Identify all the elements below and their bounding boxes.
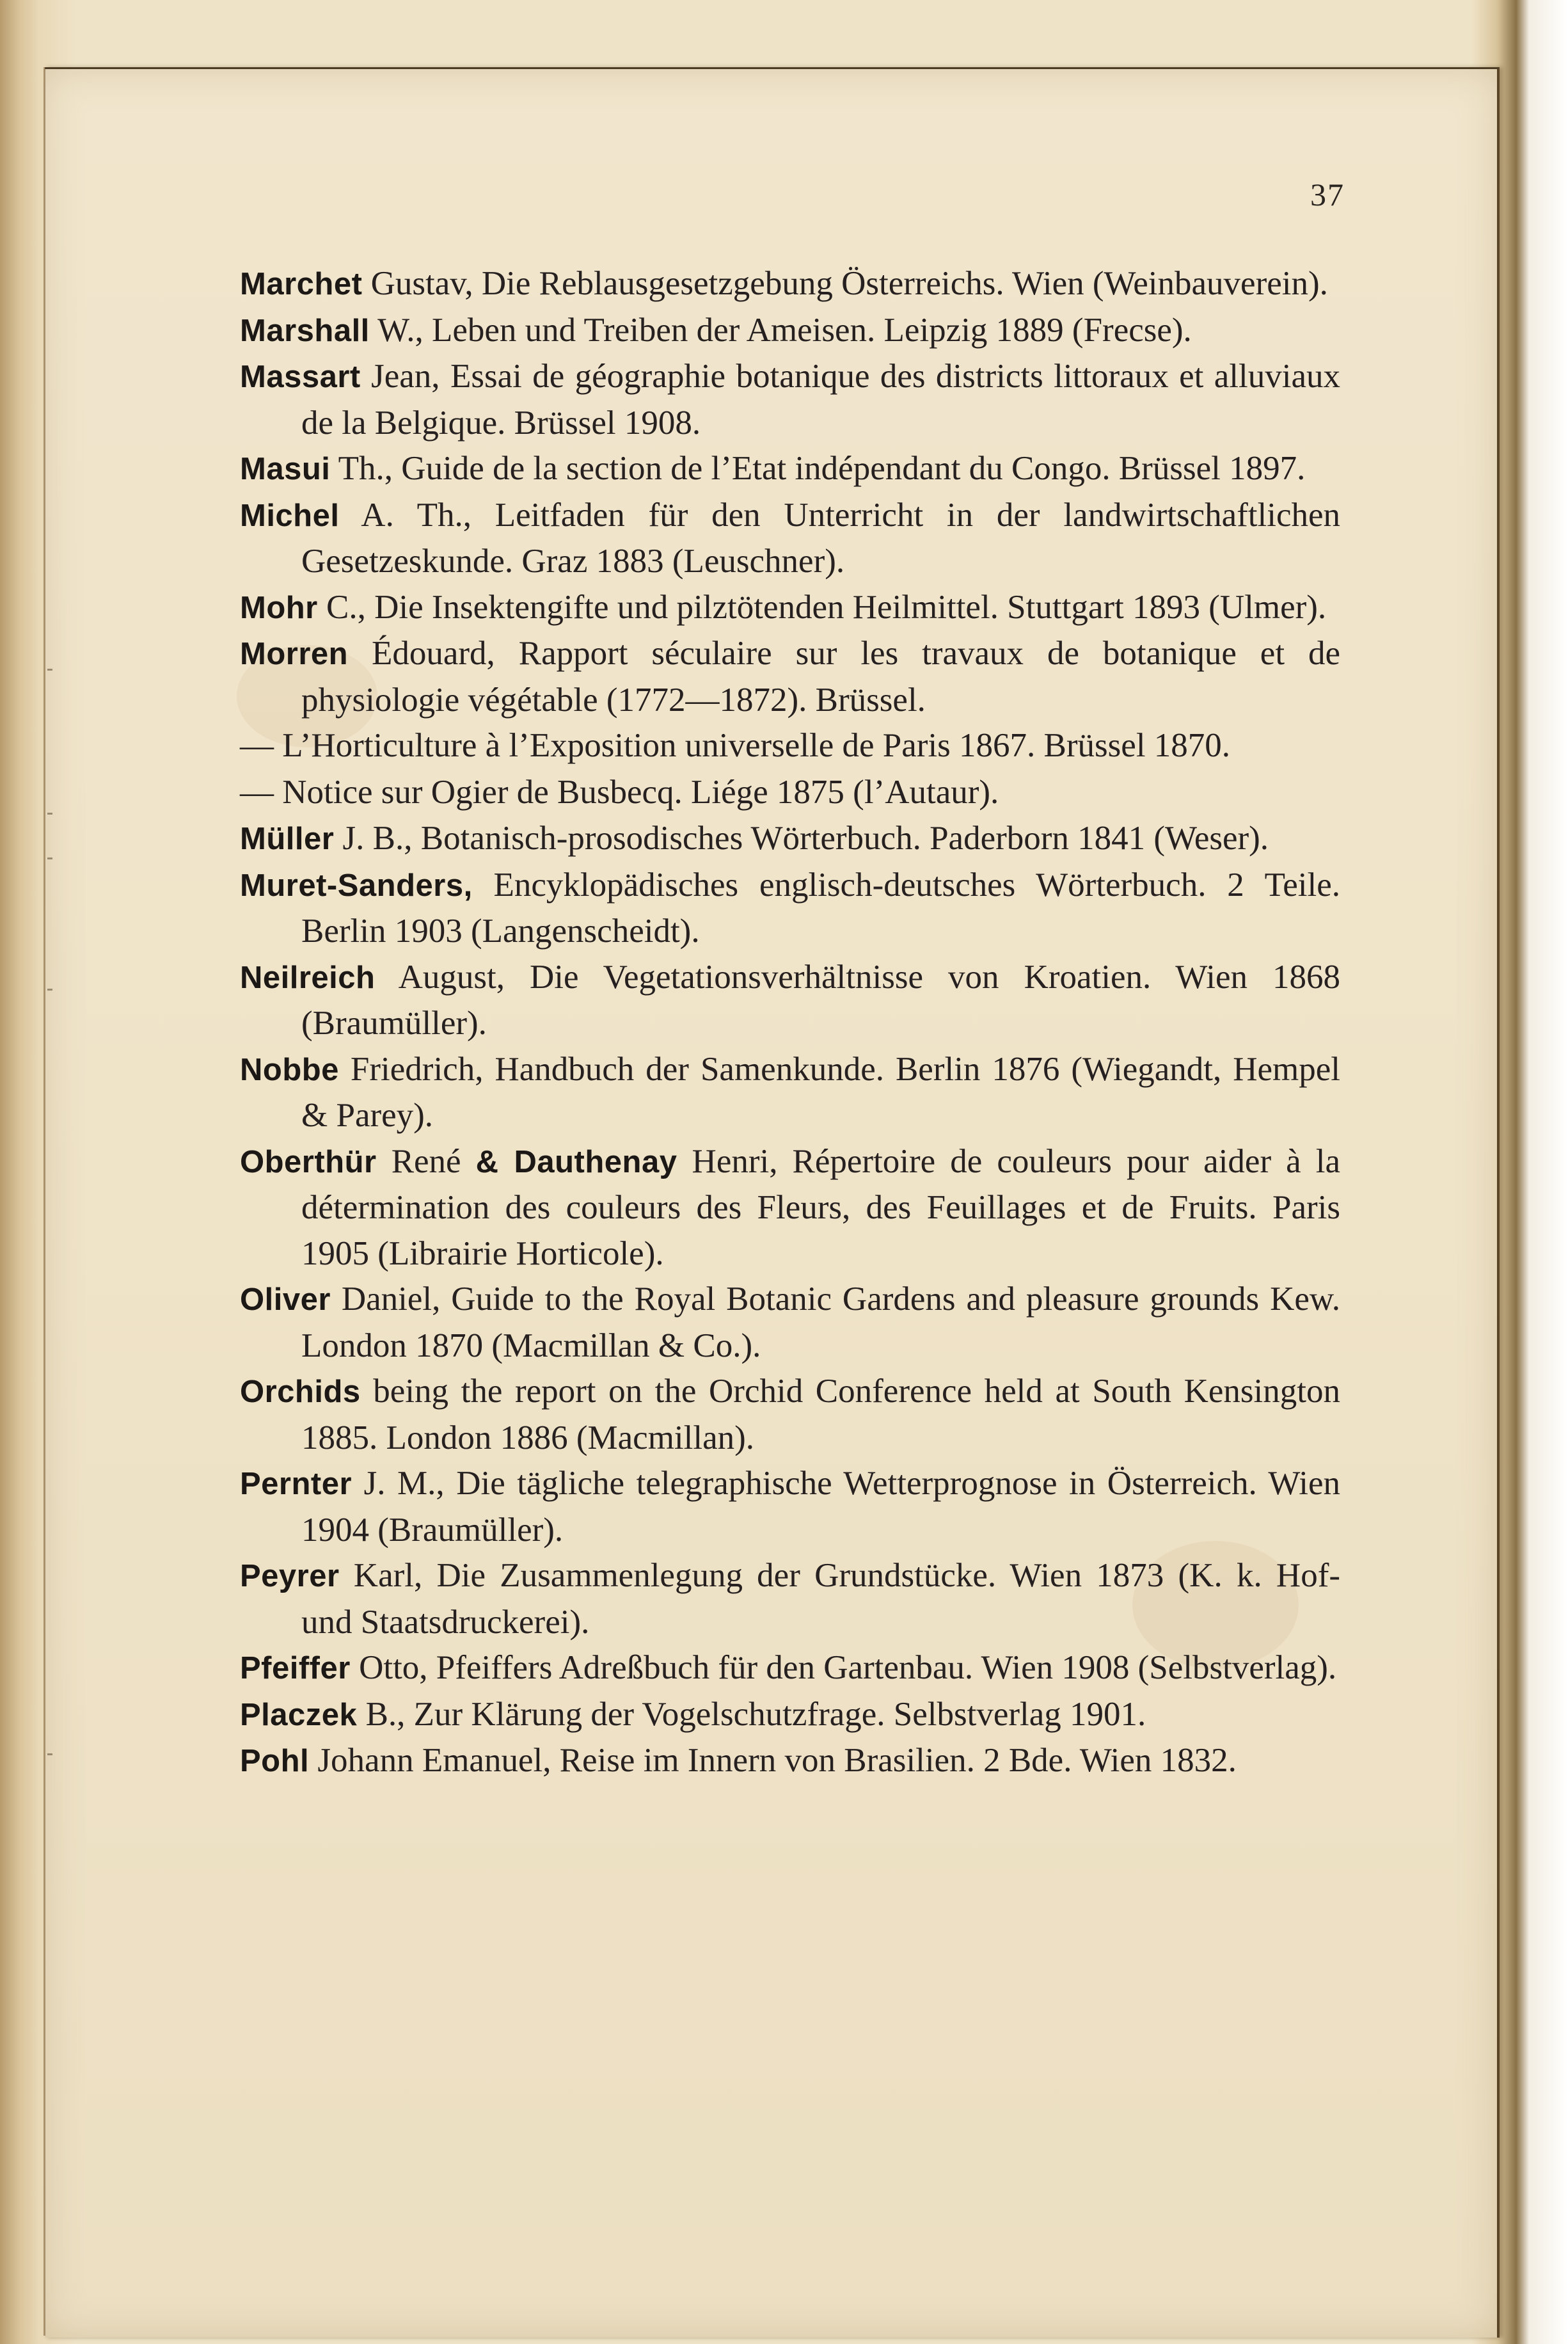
bibliography-entry: [240, 1553, 1340, 1645]
bibliography-entry: [240, 585, 1340, 632]
bibliography-entry: [240, 1692, 1340, 1739]
bibliography-entry: [240, 955, 1340, 1047]
bibliography-entry: [240, 261, 1340, 308]
entry-text: Encyklopädisches englisch-deutsches Wörterbuch. 2 Teile. Berlin 1903 (Langenscheidt).: [301, 866, 1340, 950]
author-name: Nobbe: [240, 1052, 339, 1087]
bibliography-entry: [240, 631, 1340, 723]
entry-text: Johann Emanuel, Reise im Innern von Brasilien. 2 Bde. Wien 1832.: [309, 1742, 1237, 1779]
bibliography-entry: [240, 354, 1340, 446]
bibliography-list: [240, 261, 1340, 1785]
page-number: 37: [1310, 177, 1345, 212]
entry-text: Henri, Répertoire de couleurs pour aider à la détermination des couleurs des Fleurs, des Feuillages et de Fruits. Paris 1905 (Librairie Horticole).: [301, 1142, 1340, 1272]
author-name: Pfeiffer: [240, 1651, 351, 1686]
bibliography-entry: [240, 863, 1340, 955]
bibliography-entry: [240, 1461, 1340, 1553]
bibliography-entry: [240, 446, 1340, 493]
entry-text: A. Th., Leitfaden für den Unterricht in der landwirtschaftlichen Gesetzeskunde. Graz 1883 (Leuschner).: [301, 496, 1340, 580]
entry-text: Karl, Die Zusammenlegung der Grundstücke. Wien 1873 (K. k. Hof- und Staatsdruckerei).: [301, 1557, 1340, 1641]
entry-text: August, Die Vegetationsverhältnisse von Kroatien. Wien 1868 (Braumüller).: [301, 958, 1340, 1042]
entry-text: Otto, Pfeiffers Adreßbuch für den Gartenbau. Wien 1908 (Selbstverlag).: [350, 1649, 1337, 1686]
author-name: Peyrer: [240, 1559, 340, 1593]
author-name: Oberthür: [240, 1144, 377, 1179]
author-name: Pernter: [240, 1467, 352, 1501]
bibliography-entry: [240, 1645, 1340, 1692]
author-name: Masui: [240, 452, 331, 486]
author-name: Orchids: [240, 1375, 361, 1409]
author-name: Muret-Sanders,: [240, 868, 473, 903]
bibliography-entry: [240, 1139, 1340, 1277]
author-name: Massart: [240, 360, 361, 394]
entry-text: J. M., Die tägliche telegraphische Wetterprognose in Österreich. Wien 1904 (Braumüller).: [301, 1465, 1340, 1549]
entry-text: Daniel, Guide to the Royal Botanic Gardens and pleasure grounds Kew. London 1870 (Macmillan & Co.).: [301, 1280, 1340, 1364]
author-name: Marshall: [240, 313, 370, 348]
page-gutter: [44, 67, 45, 2336]
entry-text: B., Zur Klärung der Vogelschutzfrage. Selbstverlag 1901.: [357, 1695, 1146, 1733]
entry-text: C., Die Insektengifte und pilztötenden Heilmittel. Stuttgart 1893 (Ulmer).: [317, 588, 1327, 626]
bibliography-entry: [240, 1738, 1340, 1785]
author-name: Marchet: [240, 267, 363, 301]
entry-text: Th., Guide de la section de l’Etat indépendant du Congo. Brüssel 1897.: [330, 450, 1306, 487]
coauthor-name: & Dauthenay: [475, 1144, 677, 1179]
entry-text: Friedrich, Handbuch der Samenkunde. Berlin 1876 (Wiegandt, Hempel & Parey).: [301, 1050, 1340, 1134]
author-name: Müller: [240, 822, 335, 856]
bibliography-entry: [240, 1369, 1340, 1461]
bibliography-entry: [240, 308, 1340, 355]
author-name: Pohl: [240, 1744, 310, 1778]
bibliography-entry: [240, 1047, 1340, 1139]
author-name: Morren: [240, 637, 349, 671]
bibliography-entry: [240, 816, 1340, 863]
entry-text: Édouard, Rapport séculaire sur les travaux de botanique et de physiologie végétable (1772—1872). Brüssel.: [301, 635, 1340, 719]
bibliography-entry: [240, 1277, 1340, 1369]
author-name: Oliver: [240, 1282, 331, 1317]
entry-text: J. B., Botanisch-prosodisches Wörterbuch. Paderborn 1841 (Weser).: [334, 820, 1269, 857]
entry-text: René: [376, 1142, 476, 1180]
author-name: Michel: [240, 498, 340, 533]
entry-text: being the report on the Orchid Conference held at South Kensington 1885. London 1886 (Macmillan).: [301, 1373, 1340, 1456]
entry-text: W., Leben und Treiben der Ameisen. Leipzig 1889 (Frecse).: [369, 311, 1192, 349]
entry-text: — L’Horticulture à l’Exposition universelle de Paris 1867. Brüssel 1870.: [240, 727, 1231, 764]
entry-text: Jean, Essai de géographie botanique des districts littoraux et alluviaux de la Belgique. Brüssel 1908.: [301, 358, 1340, 442]
author-name: Neilreich: [240, 960, 376, 995]
bibliography-entry-continuation: [240, 723, 1340, 770]
author-name: Mohr: [240, 590, 318, 625]
entry-text: — Notice sur Ogier de Busbecq. Liége 1875 (l’Autaur).: [240, 773, 999, 811]
author-name: Placzek: [240, 1697, 358, 1732]
bibliography-entry: [240, 493, 1340, 585]
entry-text: Gustav, Die Reblausgesetzgebung Österreichs. Wien (Weinbauverein).: [362, 265, 1328, 302]
margin-marks: [47, 640, 60, 1600]
bibliography-entry-continuation: [240, 770, 1340, 817]
